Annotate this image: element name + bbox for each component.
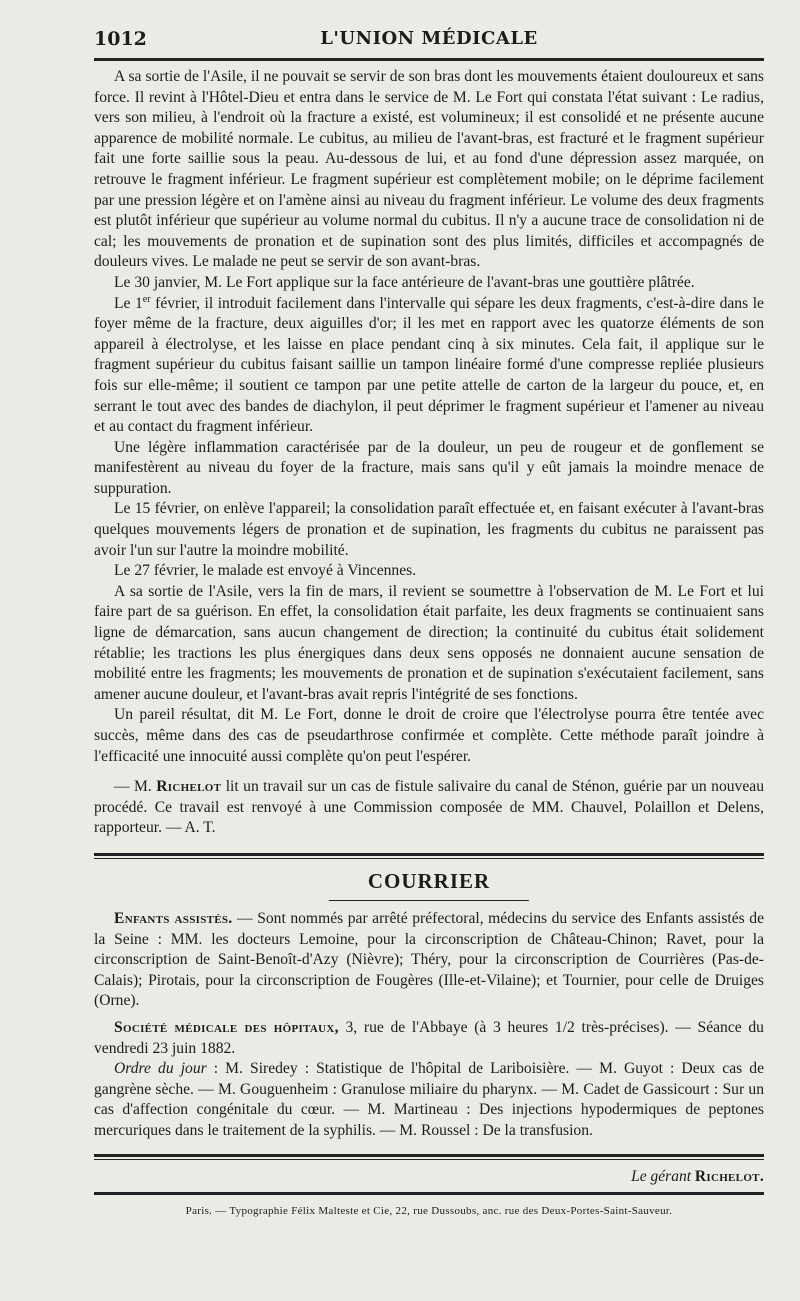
- courrier-title: COURRIER: [367, 868, 491, 893]
- running-head: [94, 26, 764, 58]
- courrier-heading: Enfants assistés.: [114, 909, 233, 927]
- imprint-rule: [94, 1192, 764, 1195]
- paragraph-text: — Sont nommés par arrêté préfectoral, médecins du service des Enfants assistés de la Seine : MM. les docteurs Lemoine, pour la circonscription de Château-Chinon; Ravet, pour la circonscription de Saint-Benoît-d'Azy (Nièvre); Théry, pour la circonscription de Courrières (Pas-de-Calais); Pirotais, pour la circonscription de Fougères (Ille-et-Vilaine); et Tournier, pour celle de Druiges (Orne).: [94, 909, 764, 1010]
- paragraph-text: lit un travail sur un cas de fistule salivaire du canal de Sténon, guérie par un nouveau procédé. Ce travail est renvoyé à une Commission composée de MM. Chauvel, Polaillon et Delens, rapporteur. — A. T.: [94, 778, 764, 837]
- article-paragraph: A sa sortie de l'Asile, il ne pouvait se servir de son bras dont les mouvements étaient douloureux et sans force. Il revint à l'Hôtel-Dieu et entra dans le service de M. Le Fort qui constata l'état suivant : Le radius, vers son milieu, à l'endroit où la fracture a existé, est volumineux; il est consolidé et ne présente aucune apparence de mobilité normale. Le cubitus, au milieu de l'avant-bras, est fracturé et le fragment supérieur fait une forte saillie sous la peau. Au-dessous de lui, et au fond d'une dépression assez marquée, on retrouve le fragment inférieur. Le fragment supérieur est complètement mobile; on le déprime facilement par une pression légère et on l'amène ainsi au niveau du fragment inférieur. Le volume des deux fragments est plutôt inférieur que supérieur au volume normal du cubitus. Il n'y a aucune trace de consolidation ni de cal; les mouvements de pronation et de supination sont des plus limités, difficiles et accompagnés de douleurs vives. Le malade ne peut se servir de son avant-bras.: [94, 68, 764, 271]
- divider-rule-thick: [94, 1154, 764, 1157]
- signature-label: Le gérant: [631, 1167, 691, 1185]
- divider-rule-thin: [94, 1159, 764, 1160]
- article-body: [94, 67, 764, 839]
- dash-lead: — M.: [114, 778, 157, 796]
- imprint: Paris. — Typographie Félix Malteste et Cie, 22, rue Dussoubs, anc. rue des Deux-Portes-Saint-Sauveur.: [185, 1204, 673, 1217]
- courrier-paragraph: [94, 909, 764, 1012]
- article-paragraph: Le 30 janvier, M. Le Fort applique sur la face antérieure de l'avant-bras une gouttière plâtrée.: [114, 273, 695, 291]
- agenda-heading: Ordre du jour: [114, 1060, 207, 1078]
- article-paragraph: [94, 294, 764, 438]
- footer-divider: [94, 1154, 764, 1160]
- paragraph-text: : M. Siredey : Statistique de l'hôpital de Lariboisière. — M. Guyot : Deux cas de gangrène sèche. — M. Gouguenheim : Granulose miliaire du pharynx. — M. Cadet de Gassicourt : Sur un cas d'affection congénitale du cœur. — M. Martineau : Des injections hypodermiques de peptones mercuriques dans le traitement de la syphilis. — M. Roussel : De la transfusion.: [94, 1060, 764, 1139]
- article-paragraph: Une légère inflammation caractérisée par de la douleur, un peu de rougeur et de gonflement se manifestèrent au niveau du foyer de la fracture, mais sans qu'il y eût jamais la moindre menace de suppuration.: [94, 438, 764, 497]
- courrier-body: [94, 909, 764, 1142]
- signature-name: Richelot.: [694, 1167, 764, 1185]
- courrier-heading: Société médicale des hôpitaux,: [114, 1018, 339, 1036]
- title-underline: [329, 900, 529, 901]
- article-paragraph: [94, 777, 764, 839]
- journal-title: L'UNION MÉDICALE: [320, 28, 538, 49]
- article-paragraph: Un pareil résultat, dit M. Le Fort, donne le droit de croire que l'électrolyse pourra être tentée avec succès, même dans des cas de pseudarthrose confirmée et complète. Cette méthode paraît joindre à l'efficacité une innocuité aussi complète qu'on peut l'espérer.: [94, 706, 764, 765]
- journal-page: [94, 26, 764, 1217]
- divider-rule-thin: [94, 858, 764, 859]
- date-lead: Le 1: [114, 294, 143, 312]
- signature: [94, 1168, 764, 1186]
- paragraph-text: 3, rue de l'Abbaye (à 3 heures 1/2 très-précises). — Séance du vendredi 23 juin 1882.: [94, 1018, 764, 1057]
- courrier-paragraph: [94, 1018, 764, 1059]
- courrier-paragraph: [94, 1059, 764, 1141]
- article-paragraph: Le 27 février, le malade est envoyé à Vincennes.: [114, 562, 417, 580]
- ordinal-superscript: er: [142, 293, 151, 305]
- divider-rule-thick: [94, 853, 764, 856]
- author-name: Richelot: [156, 778, 222, 796]
- paragraph-text: février, il introduit facilement dans l'intervalle qui sépare les deux fragments, c'est-à-dire dans le foyer même de la fracture, deux aiguilles d'or; il les met en rapport avec les quatorze éléments de son appareil à électrolyse, et les laisse en place pendant cinq à six minutes. Cela fait, il applique sur le fragment supérieur du cubitus faisant saillie un tampon linéaire formé d'une compresse repliée plusieurs fois sur elle-même; il soutient ce tampon par une petite attelle de carton de la largeur du pouce, et, en serrant le tout avec des bandes de diachylon, il peut déprimer le fragment supérieur et l'amener au niveau et au contact du fragment inférieur.: [94, 294, 764, 436]
- article-paragraph: A sa sortie de l'Asile, vers la fin de mars, il revient se soumettre à l'observation de M. Le Fort et lui faire part de sa guérison. En effet, la consolidation était parfaite, les deux fragments se continuaient sans ligne de démarcation, sans aucun changement de direction; la continuité du cubitus était solidement rétablie; les tractions les plus énergiques dans deux sens opposés ne donnaient aucune sensation de mobilité entre les fragments; les mouvements de pronation et de supination s'exécutaient facilement, sans amener aucune douleur, et l'avant-bras avait repris l'intégrité de ses fonctions.: [94, 582, 764, 703]
- article-paragraph: Le 15 février, on enlève l'appareil; la consolidation paraît effectuée et, en faisant exécuter à l'avant-bras quelques mouvements légers de pronation et de supination, les fragments du cubitus ne paraissent pas avoir l'un sur l'autre la moindre mobilité.: [94, 500, 764, 559]
- header-rule: [94, 58, 764, 61]
- page-number: 1012: [94, 28, 147, 50]
- section-divider: [94, 853, 764, 859]
